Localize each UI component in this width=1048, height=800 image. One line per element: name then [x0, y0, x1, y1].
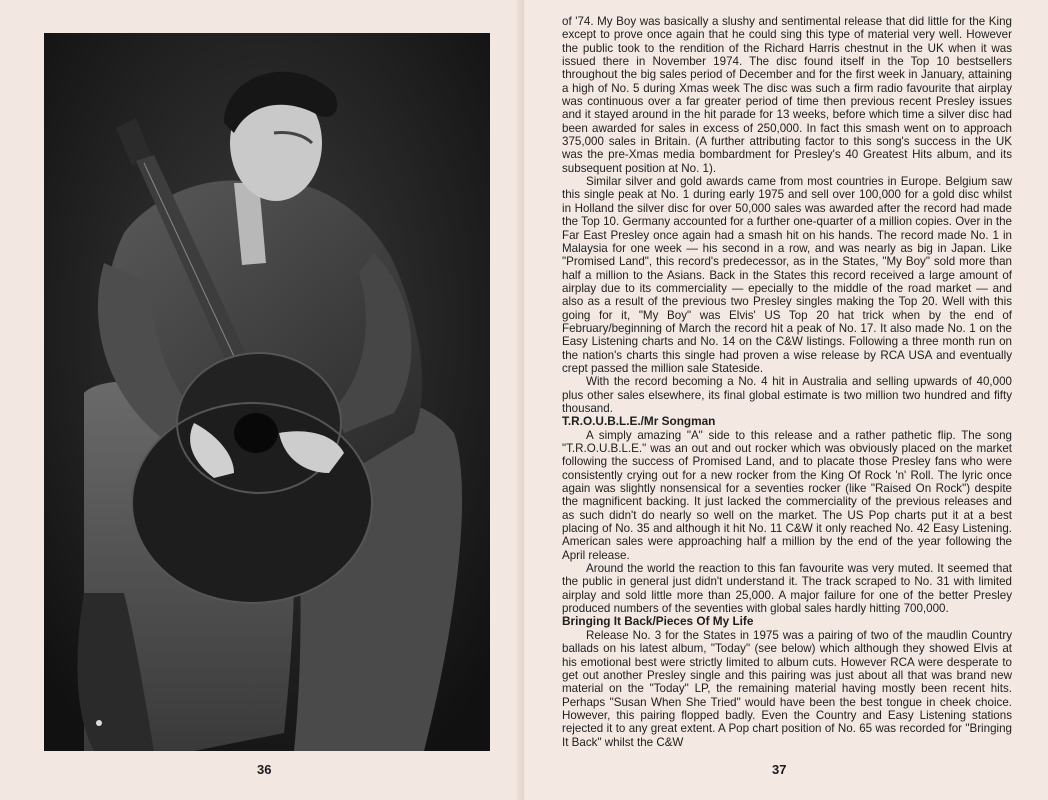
- section-heading-trouble: T.R.O.U.B.L.E./Mr Songman: [562, 414, 716, 429]
- paragraph-4: A simply amazing "A" side to this release and a rather pathetic flip. The song "T.R.O.U.B.L.E." was an out and out rocker which was obviously placed on the market following the success of Promised Land, and to placate those Presley fans who were consistently crying out for a new rocker from the King Of Rock 'n' Roll. The lyric once again was slightly nonsensical for a seventies rocker (like "Raised On Rock") despite the magnificent backing. It just lacked the commerciality of the previous releases and as such didn't do nearly so well on the market. The US Pop charts put it at a best placing of No. 35 and although it hit No. 11 C&W it only reached No. 42 Easy Listening. American sales were approaching half a million by the end of the year following the April release.: [562, 428, 1012, 562]
- elvis-guitar-photo: [44, 33, 490, 751]
- paragraph-6: Release No. 3 for the States in 1975 was a pairing of two of the maudlin Country ballads on his latest album, "Today" (see below) which although they showed Elvis at his emotional best were strictly limited to album cuts. However RCA were desperate to get out another Presley single and this pairing was just about all that was brand new material on the "Today" LP, the remaining material having mostly been recent hits. Perhaps "Susan When She Tried" would have been the best tongue in cheek choice. However, this pairing flopped badly. Even the Country and Easy Listening stations rejected it to any great extent. A Pop chart position of No. 65 was recorded for "Bringing It Back" whilst the C&W: [562, 628, 1012, 749]
- paragraph-1: of '74. My Boy was basically a slushy and sentimental release that did little for the King except to prove once again that he could sing this type of material very well. However the public took to the rendition of the Richard Harris chestnut in the UK when it was issued there in November 1974. The disc found itself in the Top 10 bestsellers throughout the big sales period of December and for the first week in January, attaining a high of No. 5 during Xmas week The disc was such a firm radio favourite that airplay was continuous over a far greater period of time then previous recent Presley issues and it stayed around in the hit parade for 13 weeks, before which time a silver disc had been awarded for sales in excess of 250,000. In fact this smash went on to approach 375,000 sales in Britain. (A further attributing factor to this song's success in the UK was the pre-Xmas media bombardment for Presley's 40 Greatest Hits album, and its subsequent position at No. 1).: [562, 15, 1012, 175]
- article-text: [562, 15, 1012, 749]
- paragraph-5: Around the world the reaction to this fan favourite was very muted. It seemed that the public in general just didn't understand it. The track scraped to No. 31 with limited airplay and sold little more than 25,000. A major failure for one of the better Presley produced numbers of the seventies with global sales hardly hitting 700,000.: [562, 562, 1012, 616]
- paragraph-2: Similar silver and gold awards came from most countries in Europe. Belgium saw this single peak at No. 1 during early 1975 and sell over 100,000 for a gold disc whilst in Holland the silver disc for over 50,000 sales was awarded after the record had made the Top 10. Germany accounted for a further one-quarter of a million copies. Over in the Far East Presley once again had a smash hit on his hands. The record made No. 1 in Malaysia for one week — his second in a row, and was nearly as big in Japan. Like "Promised Land", this record's predecessor, as in the States, "My Boy" sold more than half a million to the Asians. Back in the States this record received a large amount of airplay due to its commerciality — epecially to the middle of the road market — and also as a result of the previous two Presley singles making the Top 20. Well with this going for it, "My Boy" was Elvis' US Top 20 hat trick when by the end of February/beginning of March the record hit a peak of No. 17. It also made No. 1 on the Easy Listening charts and No. 14 on the C&W listings. Following a three month run on the nation's charts this single had proven a wise release by RCA USA and eventually crept passed the million sale Stateside.: [562, 175, 1012, 375]
- page-number-left: 36: [257, 762, 272, 777]
- page-number-right: 37: [772, 762, 787, 777]
- paragraph-3: With the record becoming a No. 4 hit in Australia and selling upwards of 40,000 plus other sales elsewhere, its final global estimate is two million two hundred and fifty thousand.: [562, 375, 1012, 415]
- section-heading-bringing-it-back: Bringing It Back/Pieces Of My Life: [562, 614, 754, 629]
